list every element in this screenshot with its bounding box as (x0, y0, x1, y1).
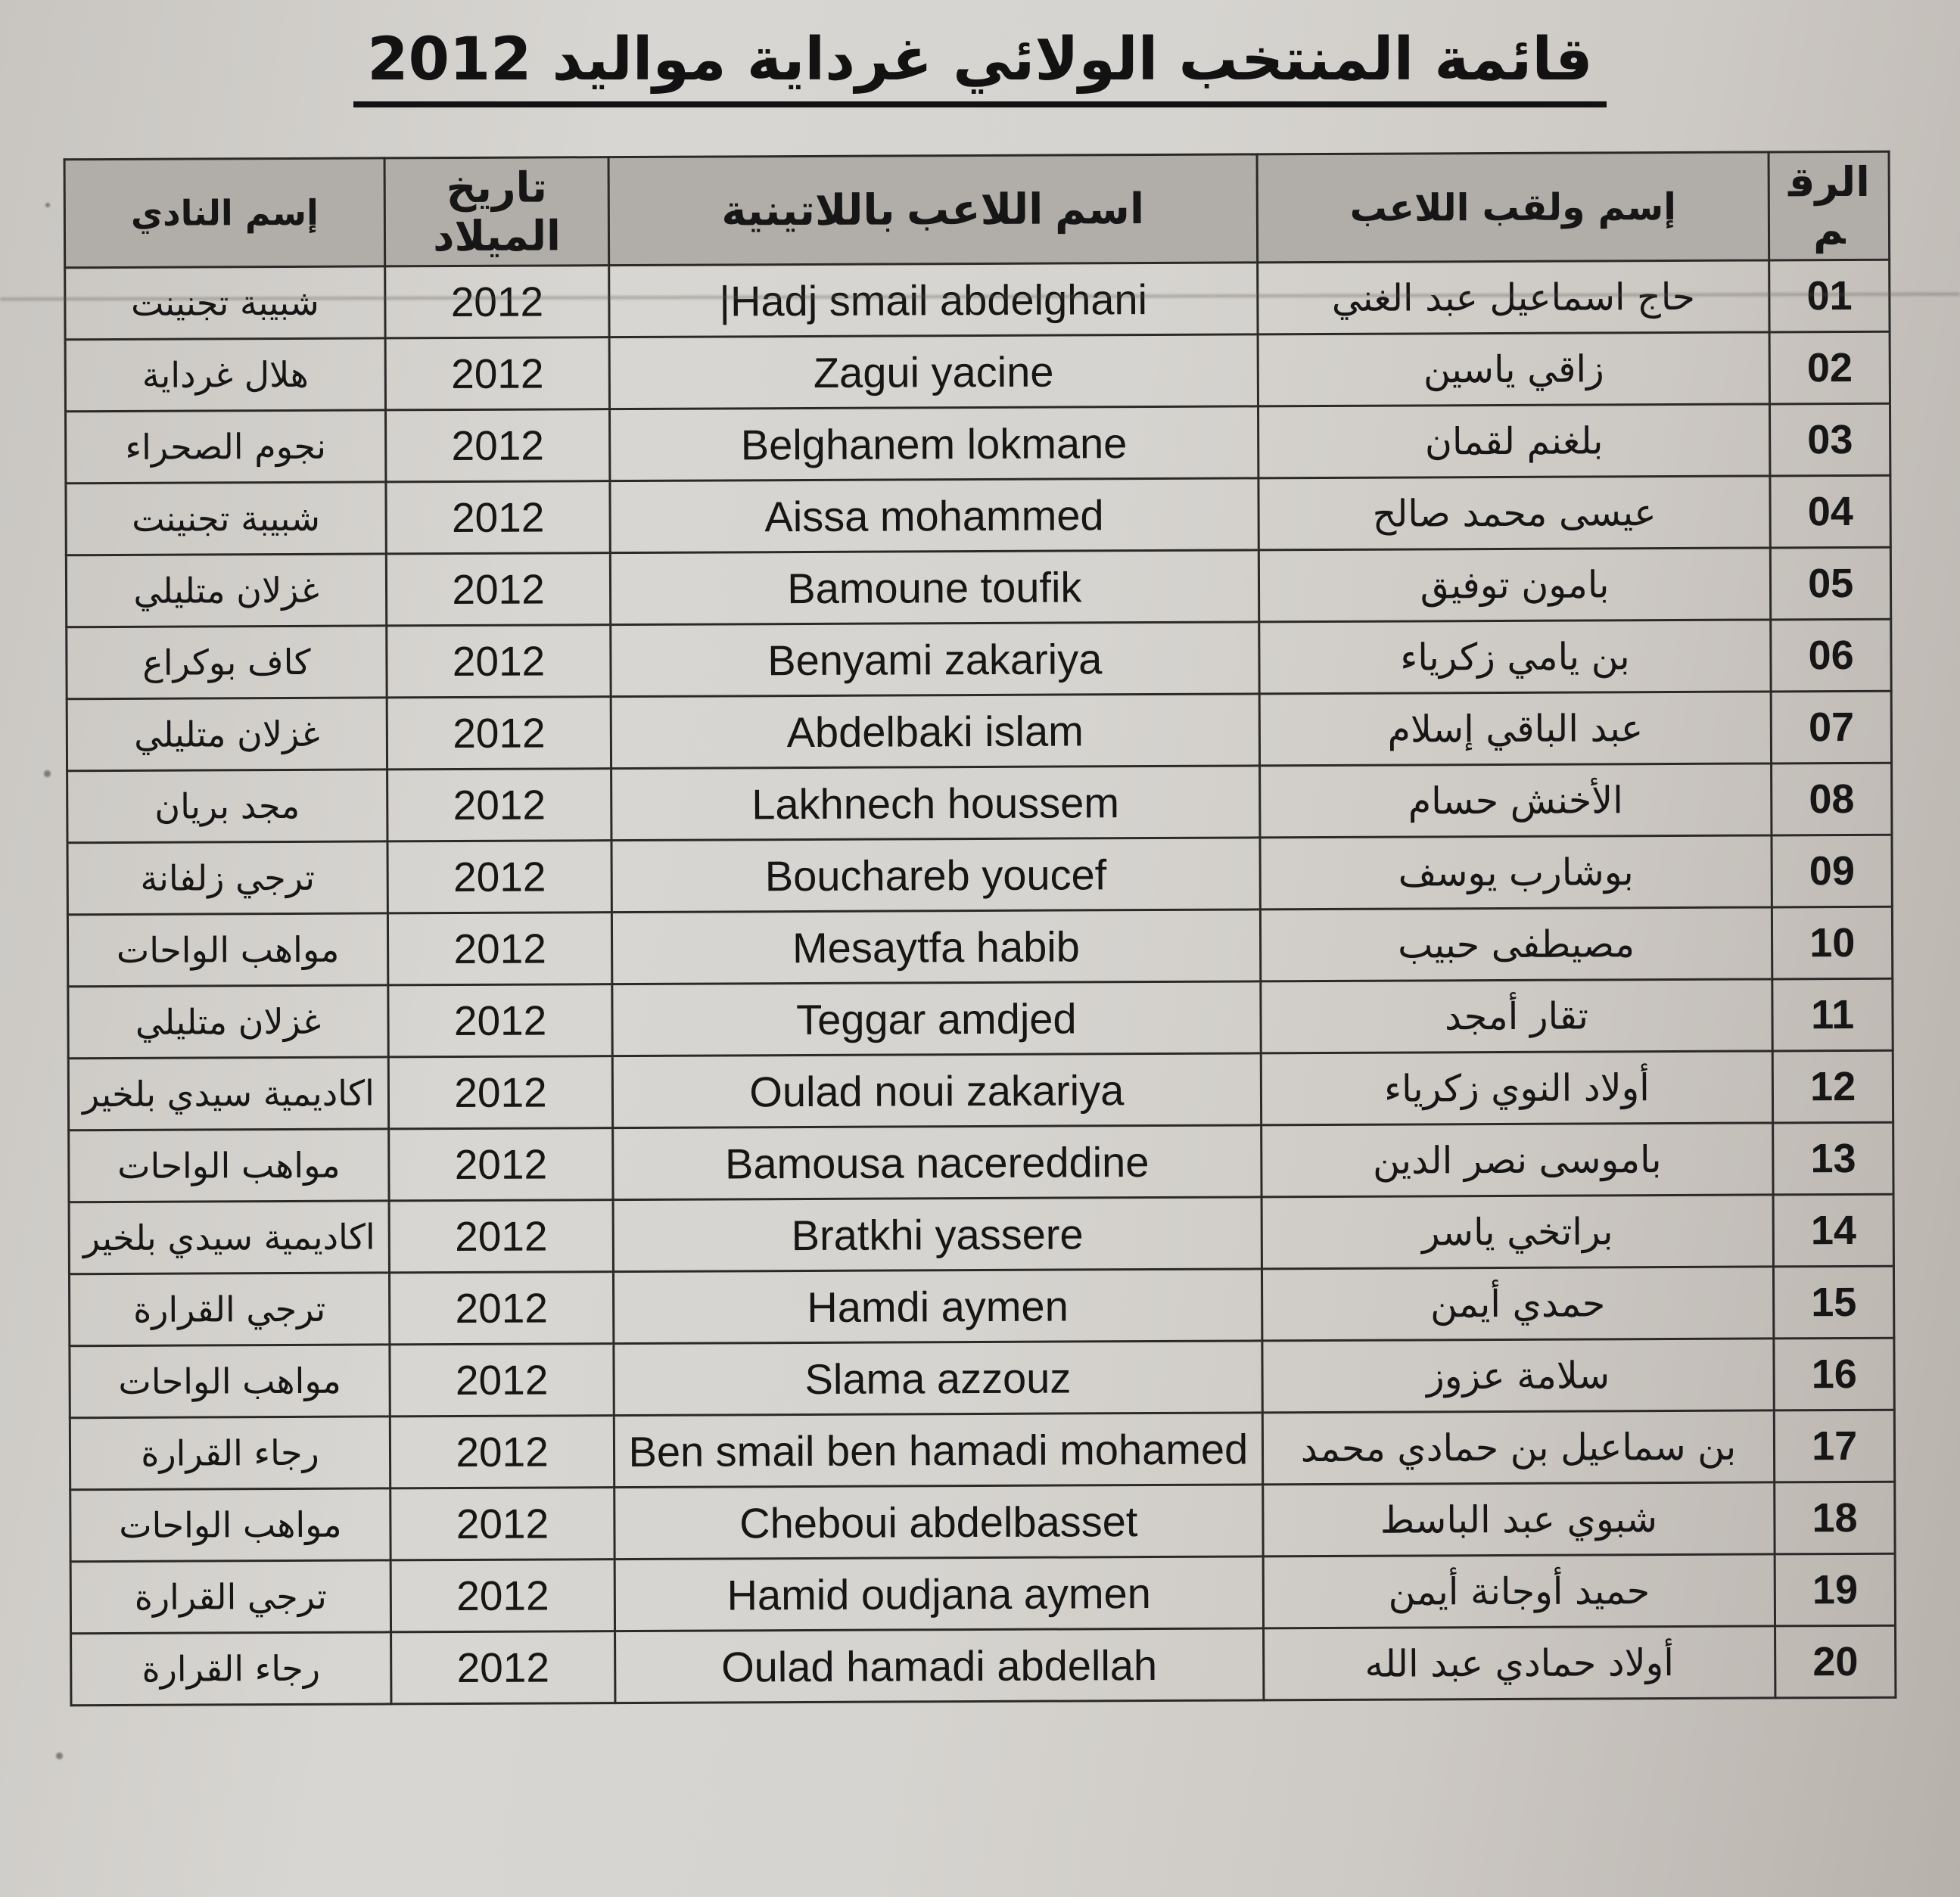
cell-club: رجاء القرارة (70, 1417, 390, 1490)
cell-arabic-name: بن يامي زكرياء (1258, 620, 1771, 694)
column-header-birth-date: تاريخ الميلاد (384, 157, 609, 266)
cell-birth-date: 2012 (388, 1056, 612, 1129)
table-row (69, 1194, 1893, 1274)
table-row (70, 1553, 1895, 1634)
cell-birth-date: 2012 (390, 1344, 614, 1417)
cell-number: 12 (1773, 1050, 1893, 1123)
scan-speck (56, 1752, 63, 1759)
cell-arabic-name: أولاد النوي زكرياء (1261, 1051, 1773, 1125)
cell-club: اكاديمية سيدي بلخير (68, 1057, 388, 1130)
cell-club: مواهب الواحات (70, 1488, 390, 1562)
cell-club: شبيبة تجنينت (65, 266, 385, 340)
cell-number: 17 (1775, 1410, 1895, 1482)
cell-birth-date: 2012 (387, 625, 611, 698)
cell-club: هلال غرداية (65, 338, 385, 412)
cell-latin-name: Bamousa nacereddine (613, 1125, 1262, 1200)
title-area (0, 0, 1960, 107)
cell-number: 10 (1772, 907, 1893, 979)
cell-number: 05 (1771, 547, 1891, 620)
cell-arabic-name: حاج اسماعيل عبد الغني (1257, 260, 1769, 334)
table-row (68, 978, 1893, 1059)
cell-number: 18 (1775, 1482, 1895, 1554)
cell-latin-name: Lakhnech houssem (611, 766, 1260, 841)
table-row (70, 1410, 1894, 1490)
cell-number: 09 (1772, 835, 1892, 907)
scan-speck (44, 770, 51, 777)
cell-arabic-name: شبوي عبد الباسط (1262, 1482, 1775, 1556)
cell-birth-date: 2012 (386, 409, 610, 482)
cell-number: 04 (1770, 475, 1890, 548)
cell-club: ترجي زلفانة (67, 841, 387, 915)
cell-number: 16 (1774, 1338, 1894, 1410)
column-header-number: الرقم (1769, 151, 1889, 260)
cell-arabic-name: براتخي ياسر (1262, 1195, 1774, 1269)
table-row (68, 1050, 1893, 1130)
cell-birth-date: 2012 (389, 1200, 613, 1273)
cell-birth-date: 2012 (387, 841, 611, 913)
cell-latin-name: Bouchareb youcef (611, 838, 1260, 913)
cell-birth-date: 2012 (387, 913, 611, 985)
cell-birth-date: 2012 (385, 266, 609, 338)
cell-latin-name: Aissa mohammed (610, 478, 1258, 553)
table-row (66, 547, 1890, 627)
table-header-row (64, 151, 1890, 268)
cell-latin-name: Belghanem lokmane (610, 406, 1258, 481)
scan-speck (45, 203, 50, 207)
cell-arabic-name: حميد أوجانة أيمن (1263, 1554, 1775, 1628)
cell-club: ترجي القرارة (69, 1273, 389, 1346)
table-body (65, 260, 1896, 1706)
table-row (67, 763, 1892, 843)
cell-birth-date: 2012 (386, 481, 610, 554)
column-header-latin-name: اسم اللاعب باللاتينية (608, 154, 1257, 266)
table-row (67, 835, 1892, 915)
cell-number: 19 (1775, 1553, 1896, 1626)
cell-latin-name: Oulad hamadi abdellah (615, 1628, 1264, 1703)
cell-latin-name: Cheboui abdelbasset (614, 1485, 1263, 1560)
cell-club: شبيبة تجنينت (66, 482, 386, 555)
cell-birth-date: 2012 (390, 1488, 614, 1560)
cell-club: ترجي القرارة (70, 1560, 390, 1634)
cell-arabic-name: أولاد حمادي عبد الله (1263, 1626, 1775, 1700)
cell-number: 02 (1769, 331, 1890, 404)
cell-latin-name: Oulad noui zakariya (612, 1053, 1261, 1128)
cell-birth-date: 2012 (390, 1416, 614, 1488)
cell-number: 15 (1774, 1266, 1894, 1339)
column-header-club: إسم النادي (64, 158, 385, 268)
cell-club: مجد بريان (67, 770, 387, 843)
cell-arabic-name: بامون توفيق (1258, 548, 1771, 622)
table-row (71, 1625, 1896, 1706)
cell-number: 06 (1771, 619, 1891, 692)
table-row (66, 475, 1890, 555)
cell-latin-name: Teggar amdjed (612, 981, 1261, 1056)
cell-birth-date: 2012 (389, 1272, 613, 1345)
cell-number: 01 (1769, 260, 1890, 332)
cell-latin-name: Mesaytfa habib (611, 910, 1260, 984)
cell-arabic-name: سلامة عزوز (1262, 1339, 1775, 1413)
table-row (69, 1122, 1893, 1202)
cell-club: مواهب الواحات (69, 1129, 389, 1202)
cell-number: 08 (1772, 763, 1892, 835)
cell-number: 14 (1773, 1194, 1893, 1267)
cell-number: 07 (1772, 691, 1892, 763)
table-row (66, 403, 1890, 484)
cell-arabic-name: تقار أمجد (1260, 979, 1772, 1053)
cell-club: كاف بوكراع (67, 626, 387, 699)
cell-birth-date: 2012 (391, 1631, 615, 1704)
players-table (64, 151, 1897, 1707)
cell-arabic-name: حمدي أيمن (1262, 1267, 1774, 1341)
cell-club: اكاديمية سيدي بلخير (69, 1201, 389, 1274)
cell-birth-date: 2012 (387, 769, 611, 841)
cell-latin-name: |Hadj smail abdelghani (609, 263, 1258, 337)
cell-club: غزلان متليلي (66, 554, 386, 627)
cell-number: 11 (1772, 978, 1893, 1051)
cell-latin-name: Zagui yacine (609, 334, 1258, 409)
cell-birth-date: 2012 (389, 1128, 613, 1201)
table-row (67, 691, 1891, 771)
cell-latin-name: Abdelbaki islam (611, 694, 1259, 769)
cell-latin-name: Hamdi aymen (614, 1269, 1262, 1344)
table-row (70, 1482, 1895, 1562)
cell-arabic-name: عبد الباقي إسلام (1259, 692, 1772, 766)
cell-club: مواهب الواحات (67, 913, 387, 987)
cell-arabic-name: بلغنم لقمان (1258, 404, 1770, 478)
cell-club: نجوم الصحراء (66, 410, 386, 484)
cell-club: مواهب الواحات (70, 1345, 390, 1418)
cell-latin-name: Slama azzouz (614, 1341, 1262, 1416)
cell-arabic-name: مصيطفى حبيب (1260, 907, 1772, 981)
cell-arabic-name: زاقي ياسين (1258, 332, 1770, 406)
players-table-wrap (64, 151, 1897, 1707)
cell-birth-date: 2012 (388, 984, 612, 1057)
cell-arabic-name: الأخنش حسام (1259, 763, 1772, 838)
cell-birth-date: 2012 (387, 697, 611, 770)
cell-club: غزلان متليلي (68, 985, 388, 1059)
cell-birth-date: 2012 (385, 337, 609, 410)
table-row (67, 907, 1892, 987)
cell-birth-date: 2012 (386, 553, 610, 626)
page-title: قائمة المنتخب الولائي غرداية مواليد 2012 (353, 26, 1606, 107)
cell-number: 03 (1770, 403, 1890, 476)
cell-latin-name: Bratkhi yassere (613, 1197, 1262, 1272)
cell-number: 20 (1775, 1625, 1896, 1698)
cell-latin-name: Benyami zakariya (611, 622, 1259, 697)
column-header-arabic-name: إسم ولقب اللاعب (1257, 152, 1769, 263)
table-row (67, 619, 1891, 699)
cell-number: 13 (1773, 1122, 1893, 1195)
table-row (70, 1338, 1894, 1418)
table-row (65, 331, 1890, 412)
cell-arabic-name: بوشارب يوسف (1260, 835, 1772, 910)
cell-club: غزلان متليلي (67, 698, 387, 771)
cell-latin-name: Ben smail ben hamadi mohamed (614, 1413, 1262, 1488)
cell-arabic-name: عيسى محمد صالح (1258, 476, 1771, 550)
cell-club: رجاء القرارة (71, 1632, 391, 1706)
cell-arabic-name: بن سماعيل بن حمادي محمد (1262, 1410, 1775, 1485)
cell-arabic-name: باموسى نصر الدين (1261, 1123, 1773, 1197)
table-row (69, 1266, 1893, 1346)
cell-latin-name: Hamid oudjana aymen (614, 1556, 1263, 1631)
cell-birth-date: 2012 (390, 1560, 614, 1632)
cell-latin-name: Bamoune toufik (610, 550, 1258, 625)
